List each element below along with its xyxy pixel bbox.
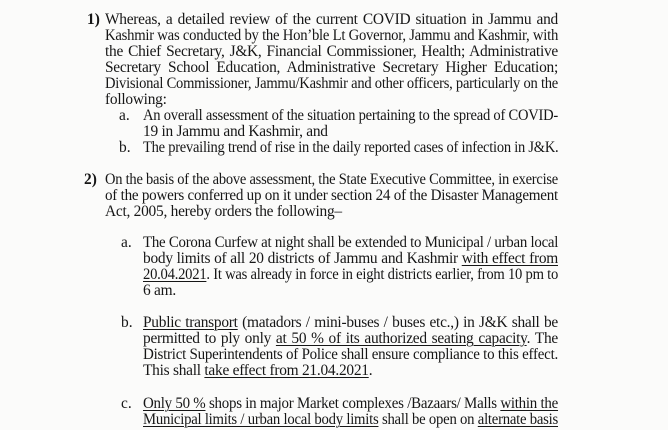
list-item-line: body limits of all 20 districts of Jammu and Kashmir with effect from <box>143 250 558 267</box>
list-item-line: 20.04.2021. It was already in force in eight districts earlier, from 10 pm to <box>143 266 559 283</box>
paragraph-line: following: <box>105 91 167 108</box>
list-item-line: Only 50 % shops in major Market complexes /Bazaars/ Malls within the <box>143 395 559 412</box>
list-label: c. <box>121 395 132 412</box>
underlined-text: Public transport <box>143 314 238 331</box>
paragraph-line: On the basis of the above assessment, the State Executive Committee, in exercise <box>105 171 558 188</box>
underlined-text: at 50 % of its authorized seating capacity <box>275 330 527 347</box>
paragraph-line: of the powers conferred up on it under section 24 of the Disaster Management <box>105 187 558 204</box>
list-item-line: Municipal limits / urban local body limits shall be open on alternate basis <box>143 411 559 428</box>
paragraph-line: Divisional Commissioner, Jammu/Kashmir and other officers, particularly on the <box>105 75 558 92</box>
paragraph-number: 1) <box>87 11 100 28</box>
paragraph-line: Act, 2005, hereby orders the following– <box>105 203 342 220</box>
list-item-line: permitted to ply only at 50 % of its authorized seating capacity. The <box>143 330 558 347</box>
list-item-line: The Corona Curfew at night shall be extended to Municipal / urban local <box>143 234 559 251</box>
underlined-text: take effect from 21.04.2021 <box>204 362 369 379</box>
list-item-line: District Superintendents of Police shall ensure compliance to this effect. <box>143 346 558 363</box>
paragraph-line: Kashmir was conducted by the Hon’ble Lt Governor, Jammu and Kashmir, with <box>105 27 559 44</box>
underlined-text: within the <box>500 395 559 412</box>
paragraph-number: 2) <box>84 171 97 188</box>
list-item-line: This shall take effect from 21.04.2021. <box>143 362 373 379</box>
list-label: a. <box>119 107 130 124</box>
list-label: a. <box>121 234 132 251</box>
underlined-text: Only 50 % <box>143 395 206 412</box>
paragraph-line: the Chief Secretary, J&K, Financial Commissioner, Health; Administrative <box>105 43 558 60</box>
list-label: b. <box>119 139 131 156</box>
list-item-line: Public transport (matadors / mini-buses / buses etc.,) in J&K shall be <box>143 314 558 331</box>
paragraph-line: Secretary School Education, Administrative Secretary Higher Education; <box>105 59 558 76</box>
underlined-text: with effect from <box>461 250 558 267</box>
list-item-line: The prevailing trend of rise in the daily reported cases of infection in J&K. <box>143 139 559 156</box>
underlined-text: alternate basis <box>477 411 559 428</box>
underlined-text: Municipal limits / urban local body limits <box>143 411 379 428</box>
list-label: b. <box>121 314 133 331</box>
paragraph-line: Whereas, a detailed review of the current COVID situation in Jammu and <box>105 11 558 28</box>
list-item-line: 19 in Jammu and Kashmir, and <box>143 123 328 140</box>
list-item-line: An overall assessment of the situation pertaining to the spread of COVID- <box>143 107 558 124</box>
list-item-line: 6 am. <box>143 282 176 299</box>
underlined-date: 20.04.2021 <box>143 266 207 283</box>
